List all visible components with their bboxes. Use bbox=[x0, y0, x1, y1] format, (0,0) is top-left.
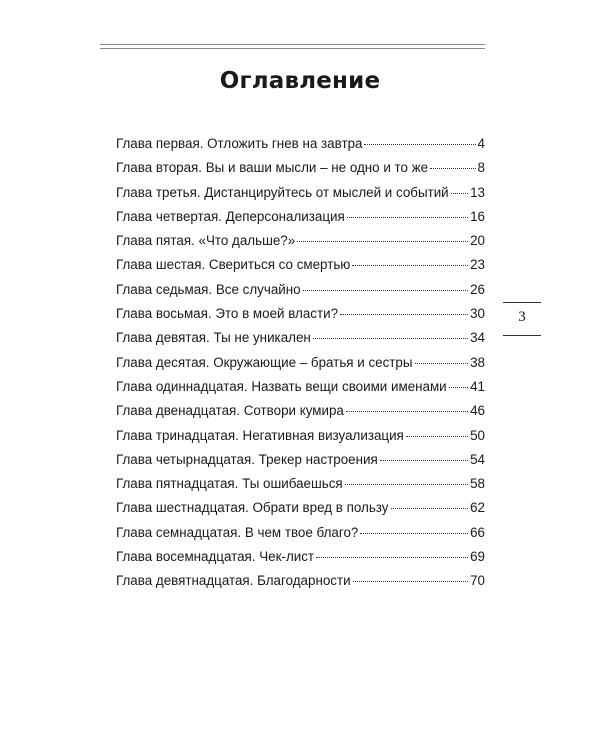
toc-entry[interactable] bbox=[116, 181, 485, 205]
toc-dot-leader bbox=[303, 290, 468, 291]
toc-entry-title: Глава первая. Отложить гнев на завтра bbox=[116, 136, 363, 151]
toc-entry[interactable] bbox=[116, 448, 485, 472]
toc-dot-leader bbox=[347, 217, 468, 218]
toc-entry[interactable] bbox=[116, 302, 485, 326]
toc-entry[interactable] bbox=[116, 253, 485, 277]
toc-dot-leader bbox=[415, 363, 469, 364]
toc-entry-page: 50 bbox=[470, 427, 485, 443]
toc-entry-title: Глава восемнадцатая. Чек-лист bbox=[116, 549, 315, 565]
toc-entry-page: 54 bbox=[470, 451, 485, 467]
toc-entry-page: 69 bbox=[470, 549, 485, 565]
toc-entry-title: Глава третья. Дистанцируйтесь от мыслей и событий bbox=[116, 184, 449, 200]
toc-entry-page: 4 bbox=[477, 136, 485, 151]
toc-entry[interactable] bbox=[116, 375, 485, 399]
toc-entry-title: Глава седьмая. Все случайно bbox=[116, 281, 301, 297]
toc-entry[interactable] bbox=[116, 399, 485, 423]
toc-dot-leader bbox=[353, 581, 468, 582]
toc-entry[interactable] bbox=[116, 496, 485, 520]
toc-dot-leader bbox=[380, 460, 468, 461]
toc-entry-page: 34 bbox=[470, 330, 485, 346]
toc-entry-title: Глава семнадцатая. В чем твое благо? bbox=[116, 524, 359, 540]
toc-entry-title: Глава двенадцатая. Сотвори кумира bbox=[116, 403, 344, 419]
toc-entry-title: Глава девятая. Ты не уникален bbox=[116, 330, 311, 346]
toc-entry[interactable] bbox=[116, 351, 485, 375]
toc-entry[interactable] bbox=[116, 229, 485, 253]
toc-dot-leader bbox=[316, 557, 468, 558]
toc-entry-page: 62 bbox=[470, 500, 485, 516]
toc-dot-leader bbox=[360, 533, 468, 534]
toc-entry-page: 38 bbox=[470, 354, 485, 370]
toc-entry-title: Глава шестнадцатая. Обрати вред в пользу bbox=[116, 500, 389, 516]
toc-entry-title: Глава одиннадцатая. Назвать вещи своими именами bbox=[116, 378, 447, 394]
toc-entry-title: Глава четвертая. Деперсонализация bbox=[116, 208, 345, 224]
toc-entry-title: Глава пятнадцатая. Ты ошибаешься bbox=[116, 476, 343, 492]
toc-entry-page: 16 bbox=[470, 208, 485, 224]
toc-entry-page: 8 bbox=[477, 160, 485, 176]
toc-entry[interactable] bbox=[116, 545, 485, 569]
toc-dot-leader bbox=[297, 241, 468, 242]
toc-entry[interactable] bbox=[116, 205, 485, 229]
toc-dot-leader bbox=[346, 411, 468, 412]
toc-dot-leader bbox=[451, 193, 468, 194]
toc-entry[interactable] bbox=[116, 326, 485, 350]
toc-entry-page: 30 bbox=[470, 306, 485, 322]
toc-entry-title: Глава восьмая. Это в моей власти? bbox=[116, 306, 339, 322]
folio-rule-top bbox=[503, 302, 541, 303]
header-rule-bottom bbox=[100, 48, 485, 49]
toc-entry-page: 41 bbox=[470, 378, 485, 394]
toc-entry-page: 20 bbox=[470, 233, 485, 249]
toc-entry-title: Глава тринадцатая. Негативная визуализация bbox=[116, 427, 404, 443]
toc-dot-leader bbox=[345, 484, 468, 485]
toc-dot-leader bbox=[352, 265, 468, 266]
toc-entry-title: Глава девятнадцатая. Благодарности bbox=[116, 573, 351, 589]
toc-dot-leader bbox=[430, 168, 475, 169]
toc-entry-page: 70 bbox=[470, 573, 485, 589]
toc-entry[interactable] bbox=[116, 132, 485, 156]
toc-dot-leader bbox=[364, 144, 475, 145]
toc-entry-title: Глава четырнадцатая. Трекер настроения bbox=[116, 451, 378, 467]
toc-entry[interactable] bbox=[116, 156, 485, 180]
toc-entry-page: 13 bbox=[470, 184, 485, 200]
toc-entry[interactable] bbox=[116, 278, 485, 302]
toc-entry-page: 23 bbox=[470, 257, 485, 273]
toc-entry-title: Глава десятая. Окружающие – братья и сестры bbox=[116, 354, 413, 370]
toc-entry-page: 58 bbox=[470, 476, 485, 492]
toc-dot-leader bbox=[313, 338, 468, 339]
toc-entry[interactable] bbox=[116, 424, 485, 448]
toc-entry[interactable] bbox=[116, 472, 485, 496]
toc-entry[interactable] bbox=[116, 521, 485, 545]
page-title: Оглавление bbox=[219, 68, 381, 94]
table-of-contents bbox=[116, 132, 485, 594]
toc-dot-leader bbox=[406, 436, 468, 437]
toc-entry-title: Глава пятая. «Что дальше?» bbox=[116, 233, 296, 249]
toc-dot-leader bbox=[340, 314, 468, 315]
folio-rule-bottom bbox=[503, 335, 541, 336]
toc-dot-leader bbox=[449, 387, 468, 388]
toc-entry-page: 26 bbox=[470, 281, 485, 297]
header-rule-top bbox=[100, 44, 485, 45]
toc-entry-page: 46 bbox=[470, 403, 485, 419]
page-number: 3 bbox=[518, 309, 526, 325]
toc-dot-leader bbox=[391, 508, 469, 509]
toc-entry-page: 66 bbox=[470, 524, 485, 540]
toc-entry[interactable] bbox=[116, 569, 485, 593]
toc-entry-title: Глава вторая. Вы и ваши мысли – не одно и то же bbox=[116, 160, 429, 176]
toc-entry-title: Глава шестая. Свериться со смертью bbox=[116, 257, 351, 273]
